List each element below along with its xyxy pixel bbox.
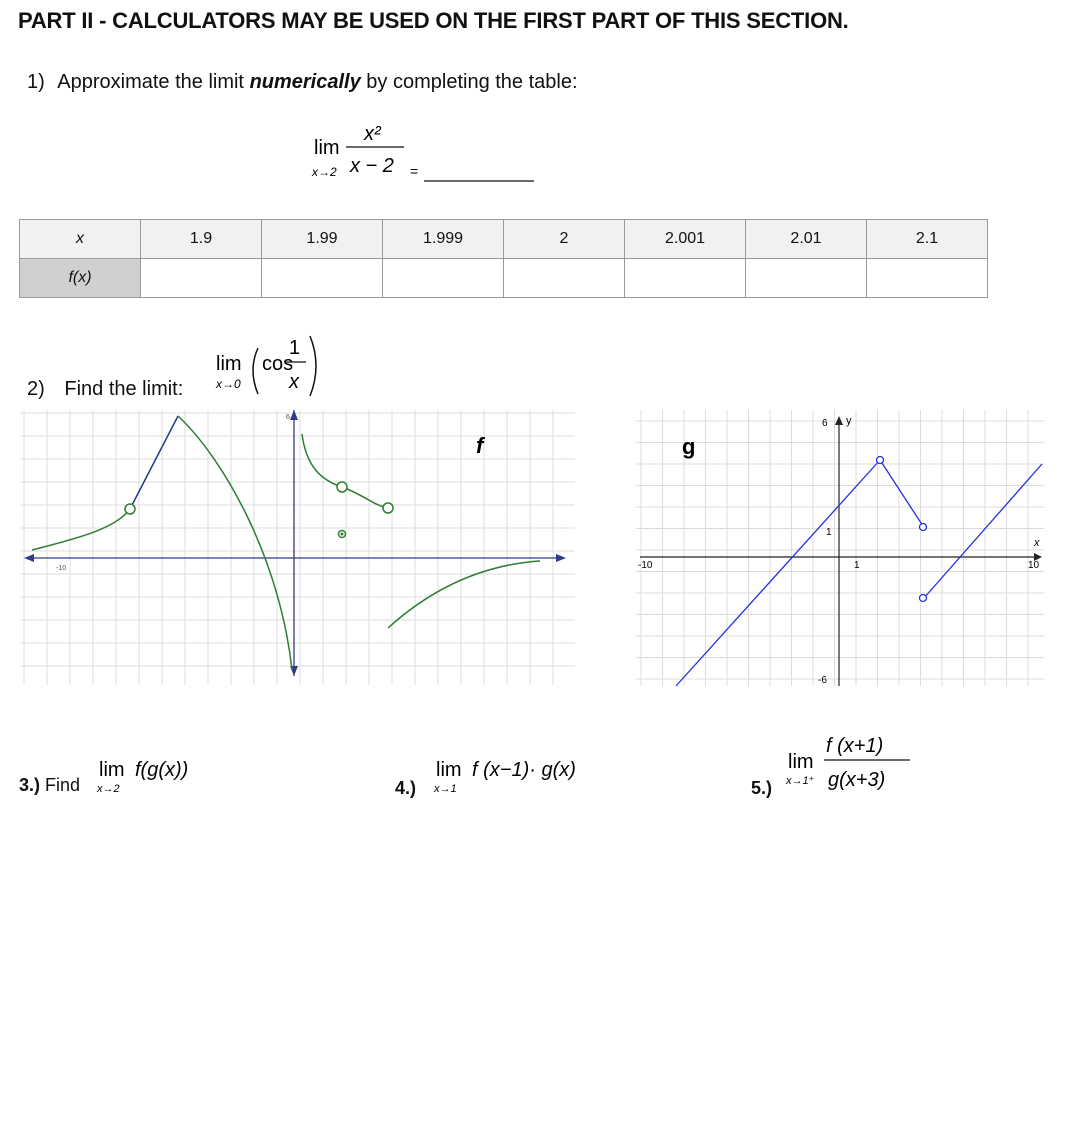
graph-g-axis-label-y: y [846,415,852,427]
graph-f-curve-right [302,434,388,508]
graph-g-open-point [877,457,884,464]
q2-lim-sub: x→0 [216,377,241,391]
graph-g-line-rising [676,460,880,686]
page-heading: PART II - CALCULATORS MAY BE USED ON THE FIRST PART OF THIS SECTION. [18,8,849,33]
table-cell-fx[interactable] [625,259,746,298]
q1-denominator: x − 2 [350,155,394,177]
graph-g-open-point [920,595,927,602]
table-cell-x: 2.001 [625,220,746,259]
q1-lim-word: lim [314,137,340,159]
graph-g-axis-label-x: x [1034,537,1040,549]
q4-expression: f (x−1)· g(x) [472,759,576,781]
question-4-number: 4.) [395,778,417,798]
q2-denominator: x [289,371,299,393]
q3-expression: f(g(x)) [135,759,189,781]
q2-left-paren [253,348,258,394]
table-header-x: x [20,220,141,259]
q5-denominator: g(x+3) [828,769,886,791]
graph-f-curve-asymptote [388,561,540,628]
q3-lim-word: lim [99,759,125,781]
graph-f-open-point [125,504,135,514]
graph-g-tick-label: -6 [818,675,827,686]
question-2-number: 2) [27,378,45,400]
question-5-number: 5.) [751,778,773,798]
graph-f-open-point [383,503,393,513]
graph-g-tick-label: 1 [854,560,860,571]
graph-f-x-arrow-left [24,554,34,562]
table-cell-fx[interactable] [867,259,988,298]
question-1-emphasis: numerically [249,71,361,93]
graph-f-open-point [337,482,347,492]
q1-equals: = [410,163,419,179]
table-row-fx [20,259,988,298]
question-1 [27,71,578,94]
table-cell-x: 2 [504,220,625,259]
table-cell-fx[interactable] [383,259,504,298]
table-cell-x: 1.99 [262,220,383,259]
graph-f-tick-label: -10 [56,565,67,572]
q1-numerator: x² [364,123,381,145]
graph-g-open-point [920,524,927,531]
q4-lim-word: lim [436,759,462,781]
graph-f-grid [20,410,575,685]
q5-lim-sub: x→1⁺ [786,775,815,787]
q2-lim-word: lim [216,353,242,375]
table-cell-x: 1.9 [141,220,262,259]
q1-lim-sub: x→2 [312,165,337,179]
graph-f-segment-rising [130,416,178,509]
table-cell-fx[interactable] [141,259,262,298]
graph-g-grid [636,410,1044,686]
q2-func: cos [262,353,294,375]
question-2-label: Find the limit: [64,378,184,400]
table-cell-x: 2.01 [746,220,867,259]
question-3-number: 3.) [19,775,41,795]
question-3-limit-expression [95,752,235,802]
graph-f-curve-falling [178,416,292,670]
graph-f-y-arrow-up [290,410,298,420]
table-cell-fx[interactable] [504,259,625,298]
table-cell-fx[interactable] [746,259,867,298]
table-cell-fx[interactable] [262,259,383,298]
q3-lim-sub: x→2 [97,783,120,795]
graph-g-label: g [682,434,696,459]
question-1-number: 1) [27,71,45,93]
q2-numerator: 1 [289,337,301,359]
graph-f-x-arrow-right [556,554,566,562]
q5-numerator: f (x+1) [826,735,884,757]
graph-f [20,410,575,690]
graph-g-tick-label: 1 [826,527,832,538]
graph-g-tick-label: -10 [638,560,653,571]
question-1-prefix: Approximate the limit [57,71,244,93]
graph-g [636,410,1048,690]
graph-g-tick-label: 6 [822,418,828,429]
graph-f-tick-label: 6 [286,414,290,421]
question-2 [27,378,183,401]
graph-g-segment-falling [880,460,923,526]
question-5-limit-expression [782,726,922,796]
table-row-x [20,220,988,259]
question-1-suffix: by completing the table: [366,71,578,93]
q4-lim-sub: x→1 [434,783,457,795]
question-1-limit-expression [300,110,550,190]
graph-g-tick-label: 10 [1028,560,1040,571]
values-table [19,219,988,298]
table-header-fx: f(x) [20,259,141,298]
question-2-limit-expression [208,326,358,398]
graph-f-label: f [476,433,484,458]
question-3-word: Find [45,775,81,795]
table-cell-x: 2.1 [867,220,988,259]
question-3 [19,775,80,796]
table-cell-x: 1.999 [383,220,504,259]
question-4-limit-expression [430,752,630,802]
q2-right-paren [310,336,316,396]
graph-f-closed-point-center [341,533,344,536]
q5-lim-word: lim [788,751,814,773]
